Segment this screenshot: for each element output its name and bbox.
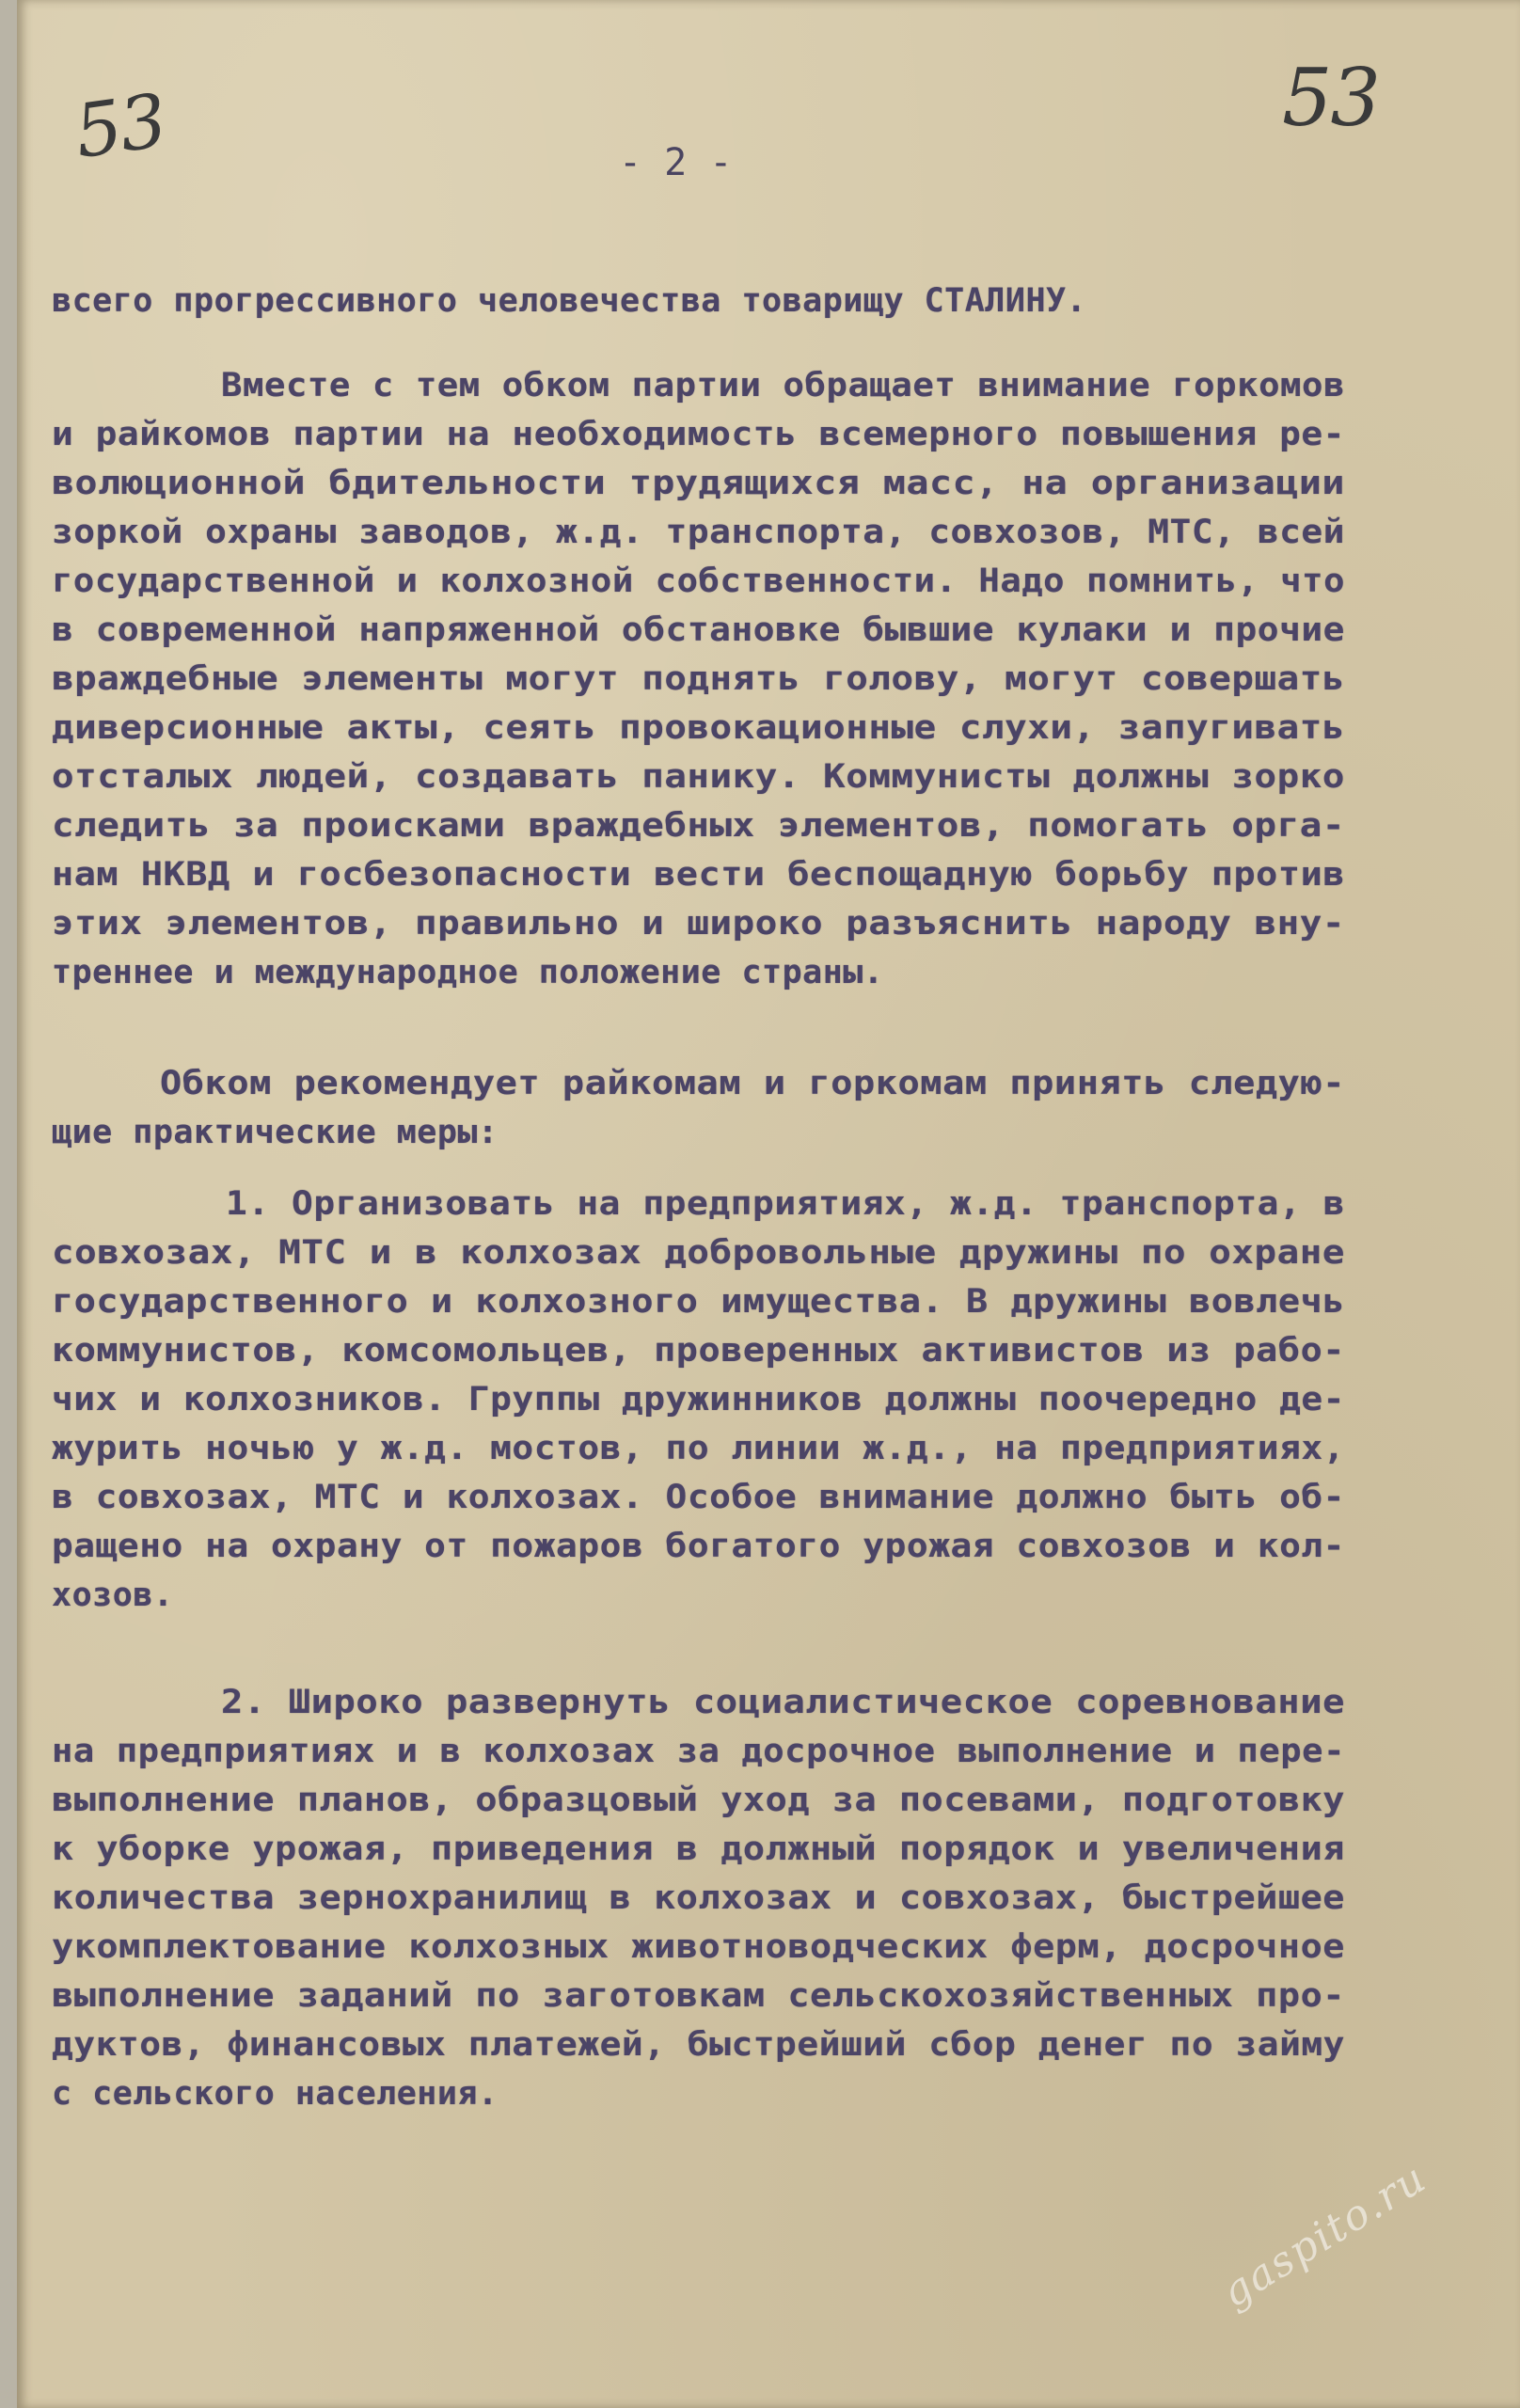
page-number: - 2 - — [619, 141, 733, 184]
binding-edge — [0, 0, 19, 2408]
text-line: государственной и колхозной собственности. Надо помнить, что — [52, 562, 1345, 600]
text-line: диверсионные акты, сеять провокационные слухи, запугивать — [52, 709, 1345, 747]
text-line: количества зернохранилищ в колхозах и совхозах, быстрейшее — [52, 1879, 1345, 1917]
text-line: коммунистов, комсомольцев, проверенных активистов из рабо- — [52, 1332, 1345, 1370]
text-line: нам НКВД и госбезопасности вести беспощадную борьбу против — [52, 856, 1345, 894]
text-line: ращено на охрану от пожаров богатого урожая совхозов и кол- — [52, 1528, 1345, 1565]
text-line: в совхозах, МТС и колхозах. Особое внимание должно быть об- — [52, 1479, 1345, 1516]
text-line: треннее и международное положение страны. — [52, 954, 884, 991]
text-line: этих элементов, правильно и широко разъяснить народу вну- — [52, 905, 1345, 943]
site-watermark: gaspito.ru — [1213, 2153, 1435, 2318]
text-line: выполнение планов, образцовый уход за посевами, подготовку — [52, 1782, 1345, 1819]
text-line: отсталых людей, создавать панику. Коммунисты должны зорко — [52, 758, 1345, 796]
text-line: в современной напряженной обстановке бывшие кулаки и прочие — [52, 611, 1345, 649]
text-line: и райкомов партии на необходимость всемерного повышения ре- — [52, 416, 1345, 453]
text-line: щие практические меры: — [52, 1114, 499, 1151]
archive-page-mark-right: 53 — [1282, 52, 1379, 144]
text-line: чих и колхозников. Группы дружинников должны поочередно де- — [52, 1381, 1345, 1418]
archive-page-mark-left: 53 — [70, 78, 171, 176]
text-line: на предприятиях и в колхозах за досрочное выполнение и пере- — [52, 1733, 1345, 1770]
text-line: выполнение заданий по заготовкам сельскохозяйственных про- — [52, 1977, 1345, 2015]
text-line: всего прогрессивного человечества товарищу СТАЛИНУ. — [52, 282, 1087, 320]
text-line: укомплектование колхозных животноводческих ферм, досрочное — [52, 1928, 1345, 1966]
text-line: зоркой охраны заводов, ж.д. транспорта, совхозов, МТС, всей — [52, 514, 1345, 551]
text-line: следить за происками враждебных элементов, помогать орга- — [52, 807, 1345, 845]
text-line: враждебные элементы могут поднять голову, могут совершать — [52, 660, 1345, 698]
text-line: совхозах, МТС и в колхозах добровольные дружины по охране — [52, 1234, 1345, 1272]
text-line: Обком рекомендует райкомам и горкомам принять следую- — [160, 1065, 1345, 1102]
text-line: журить ночью у ж.д. мостов, по линии ж.д., на предприятиях, — [52, 1430, 1345, 1467]
text-line: государственного и колхозного имущества. В дружины вовлечь — [52, 1283, 1345, 1321]
text-line: к уборке урожая, приведения в должный порядок и увеличения — [52, 1830, 1345, 1868]
text-line: волюционной бдительности трудящихся масс, на организации — [52, 465, 1345, 502]
text-line: Вместе с тем обком партии обращает внимание горкомов — [221, 367, 1346, 404]
text-line: дуктов, финансовых платежей, быстрейший сбор денег по займу — [52, 2026, 1345, 2064]
text-line: 1. Организовать на предприятиях, ж.д. транспорта, в — [226, 1185, 1345, 1223]
text-line: хозов. — [52, 1576, 174, 1614]
text-line: 2. Широко развернуть социалистическое соревнование — [221, 1684, 1345, 1721]
text-line: с сельского населения. — [52, 2075, 499, 2113]
